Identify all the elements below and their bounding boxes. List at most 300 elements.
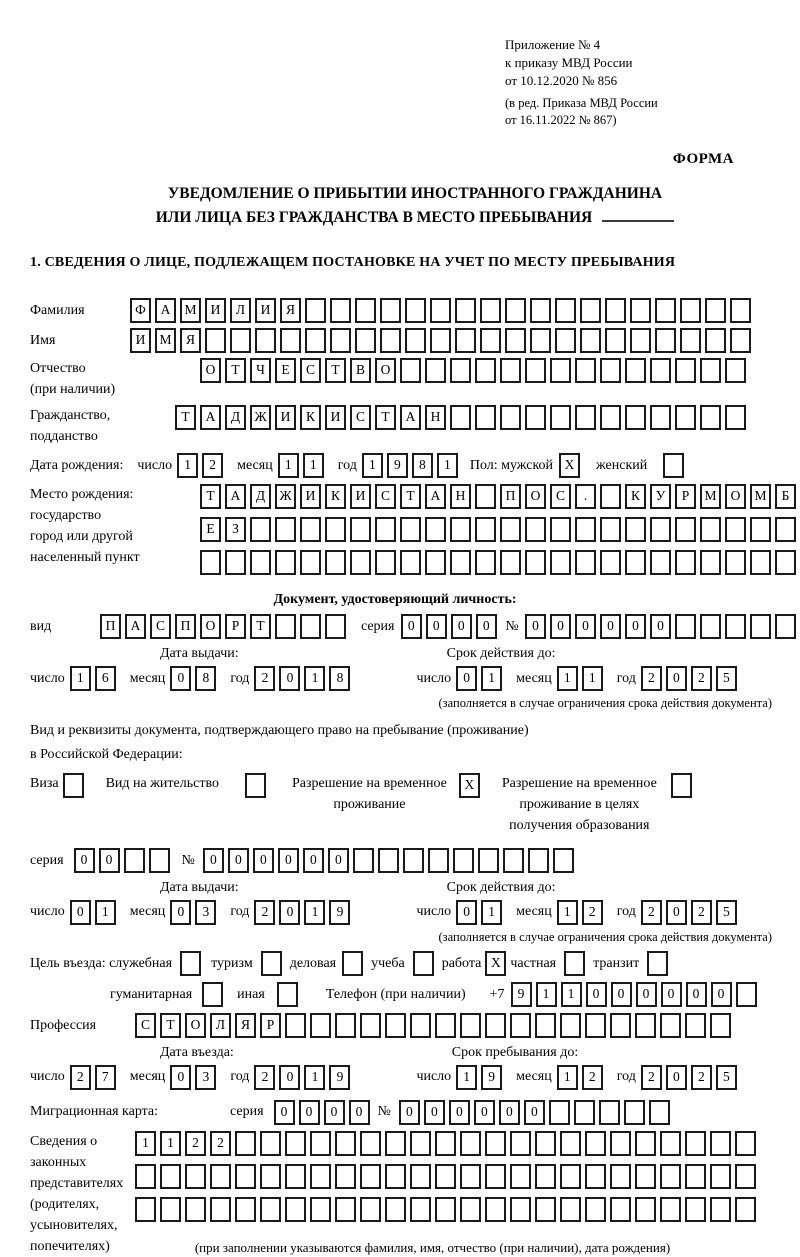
char-cell[interactable] — [549, 1100, 570, 1125]
char-cell[interactable]: 0 — [349, 1100, 370, 1125]
char-cell[interactable] — [655, 328, 676, 353]
char-cell[interactable] — [410, 1013, 431, 1038]
char-cell[interactable] — [528, 848, 549, 873]
char-cell[interactable]: 2 — [254, 666, 275, 691]
char-cell[interactable] — [135, 1197, 156, 1222]
char-cell[interactable] — [310, 1131, 331, 1156]
char-cell[interactable] — [450, 550, 471, 575]
char-cell[interactable]: 0 — [299, 1100, 320, 1125]
char-cell[interactable] — [160, 1164, 181, 1189]
char-cell[interactable] — [610, 1131, 631, 1156]
char-cell[interactable]: 5 — [716, 666, 737, 691]
char-cell[interactable] — [535, 1131, 556, 1156]
char-cell[interactable] — [335, 1131, 356, 1156]
char-cell[interactable]: И — [300, 484, 321, 509]
char-cell[interactable]: Л — [210, 1013, 231, 1038]
char-cell[interactable]: В — [350, 358, 371, 383]
char-cell[interactable]: 5 — [716, 1065, 737, 1090]
char-cell[interactable] — [735, 1131, 756, 1156]
char-cell[interactable] — [380, 328, 401, 353]
char-cell[interactable] — [525, 550, 546, 575]
char-cell[interactable]: 3 — [195, 900, 216, 925]
char-cell[interactable]: 0 — [686, 982, 707, 1007]
char-cell[interactable]: Т — [375, 405, 396, 430]
char-cell[interactable]: Р — [260, 1013, 281, 1038]
char-cell[interactable] — [460, 1131, 481, 1156]
char-cell[interactable] — [625, 358, 646, 383]
char-cell[interactable] — [700, 517, 721, 542]
char-cell[interactable]: 0 — [666, 1065, 687, 1090]
char-cell[interactable]: 0 — [711, 982, 732, 1007]
char-cell[interactable] — [450, 358, 471, 383]
char-cell[interactable] — [600, 484, 621, 509]
char-cell[interactable]: 2 — [691, 666, 712, 691]
char-cell[interactable]: 0 — [650, 614, 671, 639]
char-cell[interactable] — [435, 1197, 456, 1222]
char-cell[interactable]: 0 — [451, 614, 472, 639]
char-cell[interactable] — [428, 848, 449, 873]
char-cell[interactable] — [600, 550, 621, 575]
char-cell[interactable] — [725, 358, 746, 383]
char-cell[interactable] — [430, 328, 451, 353]
char-cell[interactable] — [736, 982, 757, 1007]
char-cell[interactable]: 1 — [160, 1131, 181, 1156]
char-cell[interactable] — [650, 517, 671, 542]
char-cell[interactable] — [550, 517, 571, 542]
char-cell[interactable]: С — [300, 358, 321, 383]
char-cell[interactable]: 0 — [228, 848, 249, 873]
char-cell[interactable] — [775, 614, 796, 639]
char-cell[interactable] — [325, 517, 346, 542]
char-cell[interactable] — [505, 328, 526, 353]
char-cell[interactable]: М — [180, 298, 201, 323]
char-cell[interactable] — [610, 1197, 631, 1222]
char-cell[interactable] — [500, 405, 521, 430]
char-cell[interactable] — [450, 517, 471, 542]
char-cell[interactable] — [205, 328, 226, 353]
char-cell[interactable] — [185, 1164, 206, 1189]
char-cell[interactable]: 0 — [474, 1100, 495, 1125]
char-cell[interactable]: И — [255, 298, 276, 323]
char-cell[interactable] — [455, 298, 476, 323]
char-cell[interactable]: О — [185, 1013, 206, 1038]
char-cell[interactable] — [605, 298, 626, 323]
char-cell[interactable]: 0 — [666, 900, 687, 925]
char-cell[interactable] — [650, 405, 671, 430]
char-cell[interactable] — [500, 358, 521, 383]
char-cell[interactable]: С — [350, 405, 371, 430]
char-cell[interactable] — [705, 298, 726, 323]
char-cell[interactable] — [675, 517, 696, 542]
char-cell[interactable] — [599, 1100, 620, 1125]
char-cell[interactable] — [625, 550, 646, 575]
char-cell[interactable] — [650, 358, 671, 383]
char-cell[interactable]: И — [350, 484, 371, 509]
char-cell[interactable]: 1 — [304, 900, 325, 925]
char-cell[interactable] — [200, 550, 221, 575]
char-cell[interactable]: 0 — [449, 1100, 470, 1125]
char-cell[interactable]: Б — [775, 484, 796, 509]
char-cell[interactable] — [535, 1197, 556, 1222]
char-cell[interactable] — [685, 1013, 706, 1038]
char-cell[interactable]: 0 — [525, 614, 546, 639]
char-cell[interactable] — [535, 1013, 556, 1038]
char-cell[interactable]: К — [325, 484, 346, 509]
char-cell[interactable] — [335, 1013, 356, 1038]
char-cell[interactable] — [400, 358, 421, 383]
char-cell[interactable] — [353, 848, 374, 873]
char-cell[interactable]: 0 — [401, 614, 422, 639]
char-cell[interactable]: Т — [160, 1013, 181, 1038]
char-cell[interactable] — [435, 1164, 456, 1189]
char-cell[interactable] — [610, 1164, 631, 1189]
char-cell[interactable] — [210, 1197, 231, 1222]
char-cell[interactable] — [680, 298, 701, 323]
char-cell[interactable]: П — [175, 614, 196, 639]
purpose-humanitarian-checkbox[interactable] — [202, 982, 223, 1007]
char-cell[interactable]: Т — [250, 614, 271, 639]
char-cell[interactable] — [210, 1164, 231, 1189]
char-cell[interactable]: А — [425, 484, 446, 509]
char-cell[interactable] — [453, 848, 474, 873]
char-cell[interactable] — [580, 328, 601, 353]
char-cell[interactable]: П — [500, 484, 521, 509]
char-cell[interactable] — [330, 328, 351, 353]
char-cell[interactable] — [530, 328, 551, 353]
char-cell[interactable]: 0 — [426, 614, 447, 639]
char-cell[interactable] — [425, 358, 446, 383]
char-cell[interactable] — [730, 298, 751, 323]
char-cell[interactable] — [250, 517, 271, 542]
char-cell[interactable] — [574, 1100, 595, 1125]
char-cell[interactable]: 2 — [185, 1131, 206, 1156]
char-cell[interactable]: 7 — [95, 1065, 116, 1090]
char-cell[interactable] — [710, 1164, 731, 1189]
char-cell[interactable] — [360, 1197, 381, 1222]
char-cell[interactable]: 0 — [499, 1100, 520, 1125]
char-cell[interactable] — [560, 1013, 581, 1038]
char-cell[interactable] — [335, 1164, 356, 1189]
char-cell[interactable]: 0 — [170, 900, 191, 925]
char-cell[interactable]: 2 — [641, 900, 662, 925]
char-cell[interactable] — [675, 614, 696, 639]
char-cell[interactable]: 2 — [254, 1065, 275, 1090]
char-cell[interactable] — [280, 328, 301, 353]
char-cell[interactable]: 0 — [456, 666, 477, 691]
char-cell[interactable] — [600, 405, 621, 430]
char-cell[interactable] — [575, 550, 596, 575]
char-cell[interactable] — [735, 1197, 756, 1222]
char-cell[interactable] — [725, 614, 746, 639]
char-cell[interactable]: Е — [275, 358, 296, 383]
char-cell[interactable] — [285, 1131, 306, 1156]
char-cell[interactable]: 2 — [641, 1065, 662, 1090]
char-cell[interactable]: С — [150, 614, 171, 639]
char-cell[interactable] — [675, 550, 696, 575]
char-cell[interactable]: Е — [200, 517, 221, 542]
char-cell[interactable] — [185, 1197, 206, 1222]
char-cell[interactable] — [435, 1013, 456, 1038]
char-cell[interactable]: А — [200, 405, 221, 430]
char-cell[interactable]: 1 — [177, 453, 198, 478]
char-cell[interactable] — [635, 1131, 656, 1156]
char-cell[interactable] — [505, 298, 526, 323]
char-cell[interactable]: К — [300, 405, 321, 430]
char-cell[interactable]: 2 — [641, 666, 662, 691]
char-cell[interactable] — [350, 550, 371, 575]
char-cell[interactable] — [385, 1013, 406, 1038]
char-cell[interactable] — [455, 328, 476, 353]
purpose-work-checkbox[interactable]: X — [485, 951, 506, 976]
char-cell[interactable]: 0 — [625, 614, 646, 639]
char-cell[interactable] — [624, 1100, 645, 1125]
char-cell[interactable]: 0 — [456, 900, 477, 925]
char-cell[interactable] — [710, 1013, 731, 1038]
char-cell[interactable]: 0 — [575, 614, 596, 639]
char-cell[interactable] — [380, 298, 401, 323]
char-cell[interactable] — [285, 1013, 306, 1038]
char-cell[interactable] — [480, 298, 501, 323]
char-cell[interactable] — [535, 1164, 556, 1189]
char-cell[interactable] — [680, 328, 701, 353]
char-cell[interactable] — [500, 550, 521, 575]
char-cell[interactable]: 0 — [636, 982, 657, 1007]
char-cell[interactable] — [560, 1164, 581, 1189]
purpose-other-checkbox[interactable] — [277, 982, 298, 1007]
char-cell[interactable]: Т — [175, 405, 196, 430]
char-cell[interactable] — [625, 405, 646, 430]
char-cell[interactable]: 0 — [70, 900, 91, 925]
char-cell[interactable] — [555, 328, 576, 353]
char-cell[interactable]: 0 — [586, 982, 607, 1007]
char-cell[interactable]: С — [375, 484, 396, 509]
char-cell[interactable] — [553, 848, 574, 873]
char-cell[interactable] — [750, 517, 771, 542]
char-cell[interactable]: Т — [200, 484, 221, 509]
male-checkbox[interactable]: X — [559, 453, 580, 478]
char-cell[interactable] — [260, 1131, 281, 1156]
char-cell[interactable] — [525, 358, 546, 383]
char-cell[interactable]: Д — [225, 405, 246, 430]
char-cell[interactable] — [660, 1013, 681, 1038]
char-cell[interactable] — [510, 1164, 531, 1189]
char-cell[interactable] — [700, 405, 721, 430]
temp-residence-checkbox[interactable]: X — [459, 773, 480, 798]
char-cell[interactable]: 1 — [304, 1065, 325, 1090]
char-cell[interactable]: 0 — [99, 848, 120, 873]
char-cell[interactable] — [325, 550, 346, 575]
char-cell[interactable] — [685, 1164, 706, 1189]
char-cell[interactable] — [550, 550, 571, 575]
char-cell[interactable]: З — [225, 517, 246, 542]
char-cell[interactable] — [450, 405, 471, 430]
char-cell[interactable]: 0 — [611, 982, 632, 1007]
char-cell[interactable] — [325, 614, 346, 639]
char-cell[interactable] — [410, 1197, 431, 1222]
char-cell[interactable]: 9 — [329, 900, 350, 925]
char-cell[interactable] — [360, 1013, 381, 1038]
char-cell[interactable]: 1 — [304, 666, 325, 691]
char-cell[interactable] — [425, 517, 446, 542]
char-cell[interactable] — [649, 1100, 670, 1125]
char-cell[interactable] — [635, 1013, 656, 1038]
char-cell[interactable] — [500, 517, 521, 542]
char-cell[interactable] — [750, 614, 771, 639]
char-cell[interactable] — [610, 1013, 631, 1038]
char-cell[interactable] — [580, 298, 601, 323]
char-cell[interactable]: Ф — [130, 298, 151, 323]
char-cell[interactable]: О — [200, 614, 221, 639]
char-cell[interactable] — [375, 550, 396, 575]
char-cell[interactable] — [485, 1197, 506, 1222]
char-cell[interactable] — [410, 1131, 431, 1156]
char-cell[interactable]: У — [650, 484, 671, 509]
char-cell[interactable] — [350, 517, 371, 542]
char-cell[interactable] — [260, 1164, 281, 1189]
char-cell[interactable]: 1 — [481, 900, 502, 925]
char-cell[interactable]: М — [155, 328, 176, 353]
char-cell[interactable] — [385, 1131, 406, 1156]
char-cell[interactable] — [285, 1164, 306, 1189]
char-cell[interactable] — [335, 1197, 356, 1222]
char-cell[interactable] — [710, 1131, 731, 1156]
char-cell[interactable] — [149, 848, 170, 873]
char-cell[interactable] — [300, 550, 321, 575]
char-cell[interactable] — [510, 1131, 531, 1156]
char-cell[interactable] — [635, 1164, 656, 1189]
char-cell[interactable]: Ж — [275, 484, 296, 509]
char-cell[interactable] — [525, 405, 546, 430]
char-cell[interactable]: 2 — [691, 900, 712, 925]
char-cell[interactable]: 0 — [600, 614, 621, 639]
purpose-transit-checkbox[interactable] — [647, 951, 668, 976]
char-cell[interactable]: 0 — [170, 666, 191, 691]
temp-residence-edu-checkbox[interactable] — [671, 773, 692, 798]
purpose-study-checkbox[interactable] — [413, 951, 434, 976]
char-cell[interactable] — [285, 1197, 306, 1222]
char-cell[interactable] — [660, 1131, 681, 1156]
char-cell[interactable] — [625, 517, 646, 542]
char-cell[interactable] — [735, 1164, 756, 1189]
char-cell[interactable]: Я — [280, 298, 301, 323]
char-cell[interactable]: А — [125, 614, 146, 639]
char-cell[interactable]: 2 — [254, 900, 275, 925]
char-cell[interactable] — [510, 1197, 531, 1222]
purpose-private-checkbox[interactable] — [564, 951, 585, 976]
char-cell[interactable] — [560, 1131, 581, 1156]
char-cell[interactable]: 1 — [362, 453, 383, 478]
char-cell[interactable] — [575, 517, 596, 542]
char-cell[interactable]: 0 — [324, 1100, 345, 1125]
char-cell[interactable]: 1 — [557, 1065, 578, 1090]
char-cell[interactable] — [425, 550, 446, 575]
char-cell[interactable]: 0 — [74, 848, 95, 873]
char-cell[interactable] — [275, 614, 296, 639]
char-cell[interactable] — [700, 614, 721, 639]
char-cell[interactable] — [675, 358, 696, 383]
char-cell[interactable]: 2 — [210, 1131, 231, 1156]
char-cell[interactable]: 0 — [278, 848, 299, 873]
char-cell[interactable]: О — [200, 358, 221, 383]
char-cell[interactable]: 2 — [691, 1065, 712, 1090]
char-cell[interactable]: 2 — [70, 1065, 91, 1090]
char-cell[interactable] — [235, 1164, 256, 1189]
char-cell[interactable] — [485, 1013, 506, 1038]
char-cell[interactable] — [124, 848, 145, 873]
char-cell[interactable] — [585, 1197, 606, 1222]
char-cell[interactable] — [275, 550, 296, 575]
char-cell[interactable] — [585, 1164, 606, 1189]
char-cell[interactable]: Т — [225, 358, 246, 383]
char-cell[interactable] — [475, 358, 496, 383]
char-cell[interactable] — [685, 1131, 706, 1156]
char-cell[interactable]: 0 — [661, 982, 682, 1007]
char-cell[interactable] — [655, 298, 676, 323]
char-cell[interactable]: И — [275, 405, 296, 430]
char-cell[interactable]: 0 — [424, 1100, 445, 1125]
char-cell[interactable]: 1 — [135, 1131, 156, 1156]
char-cell[interactable] — [700, 550, 721, 575]
purpose-official-checkbox[interactable] — [180, 951, 201, 976]
char-cell[interactable]: Ч — [250, 358, 271, 383]
char-cell[interactable]: И — [205, 298, 226, 323]
char-cell[interactable] — [355, 298, 376, 323]
char-cell[interactable] — [480, 328, 501, 353]
char-cell[interactable] — [305, 328, 326, 353]
char-cell[interactable] — [775, 517, 796, 542]
char-cell[interactable]: Л — [230, 298, 251, 323]
char-cell[interactable] — [460, 1197, 481, 1222]
char-cell[interactable] — [525, 517, 546, 542]
char-cell[interactable] — [460, 1164, 481, 1189]
char-cell[interactable] — [400, 517, 421, 542]
char-cell[interactable]: Н — [450, 484, 471, 509]
char-cell[interactable] — [478, 848, 499, 873]
char-cell[interactable]: 1 — [582, 666, 603, 691]
char-cell[interactable]: 2 — [582, 900, 603, 925]
char-cell[interactable] — [600, 358, 621, 383]
char-cell[interactable]: 1 — [557, 900, 578, 925]
char-cell[interactable]: 6 — [95, 666, 116, 691]
char-cell[interactable]: . — [575, 484, 596, 509]
char-cell[interactable] — [360, 1164, 381, 1189]
char-cell[interactable]: 0 — [328, 848, 349, 873]
char-cell[interactable]: С — [135, 1013, 156, 1038]
char-cell[interactable]: Р — [225, 614, 246, 639]
char-cell[interactable] — [435, 1131, 456, 1156]
char-cell[interactable] — [385, 1197, 406, 1222]
char-cell[interactable] — [250, 550, 271, 575]
char-cell[interactable]: Т — [400, 484, 421, 509]
char-cell[interactable] — [560, 1197, 581, 1222]
char-cell[interactable]: К — [625, 484, 646, 509]
char-cell[interactable] — [405, 298, 426, 323]
char-cell[interactable] — [255, 328, 276, 353]
char-cell[interactable] — [605, 328, 626, 353]
char-cell[interactable]: 0 — [399, 1100, 420, 1125]
residence-permit-checkbox[interactable] — [245, 773, 266, 798]
char-cell[interactable]: Н — [425, 405, 446, 430]
char-cell[interactable] — [575, 358, 596, 383]
char-cell[interactable]: О — [525, 484, 546, 509]
char-cell[interactable]: О — [375, 358, 396, 383]
char-cell[interactable]: М — [700, 484, 721, 509]
purpose-tourism-checkbox[interactable] — [261, 951, 282, 976]
char-cell[interactable]: 0 — [253, 848, 274, 873]
char-cell[interactable]: 0 — [274, 1100, 295, 1125]
char-cell[interactable]: Я — [235, 1013, 256, 1038]
char-cell[interactable] — [485, 1131, 506, 1156]
